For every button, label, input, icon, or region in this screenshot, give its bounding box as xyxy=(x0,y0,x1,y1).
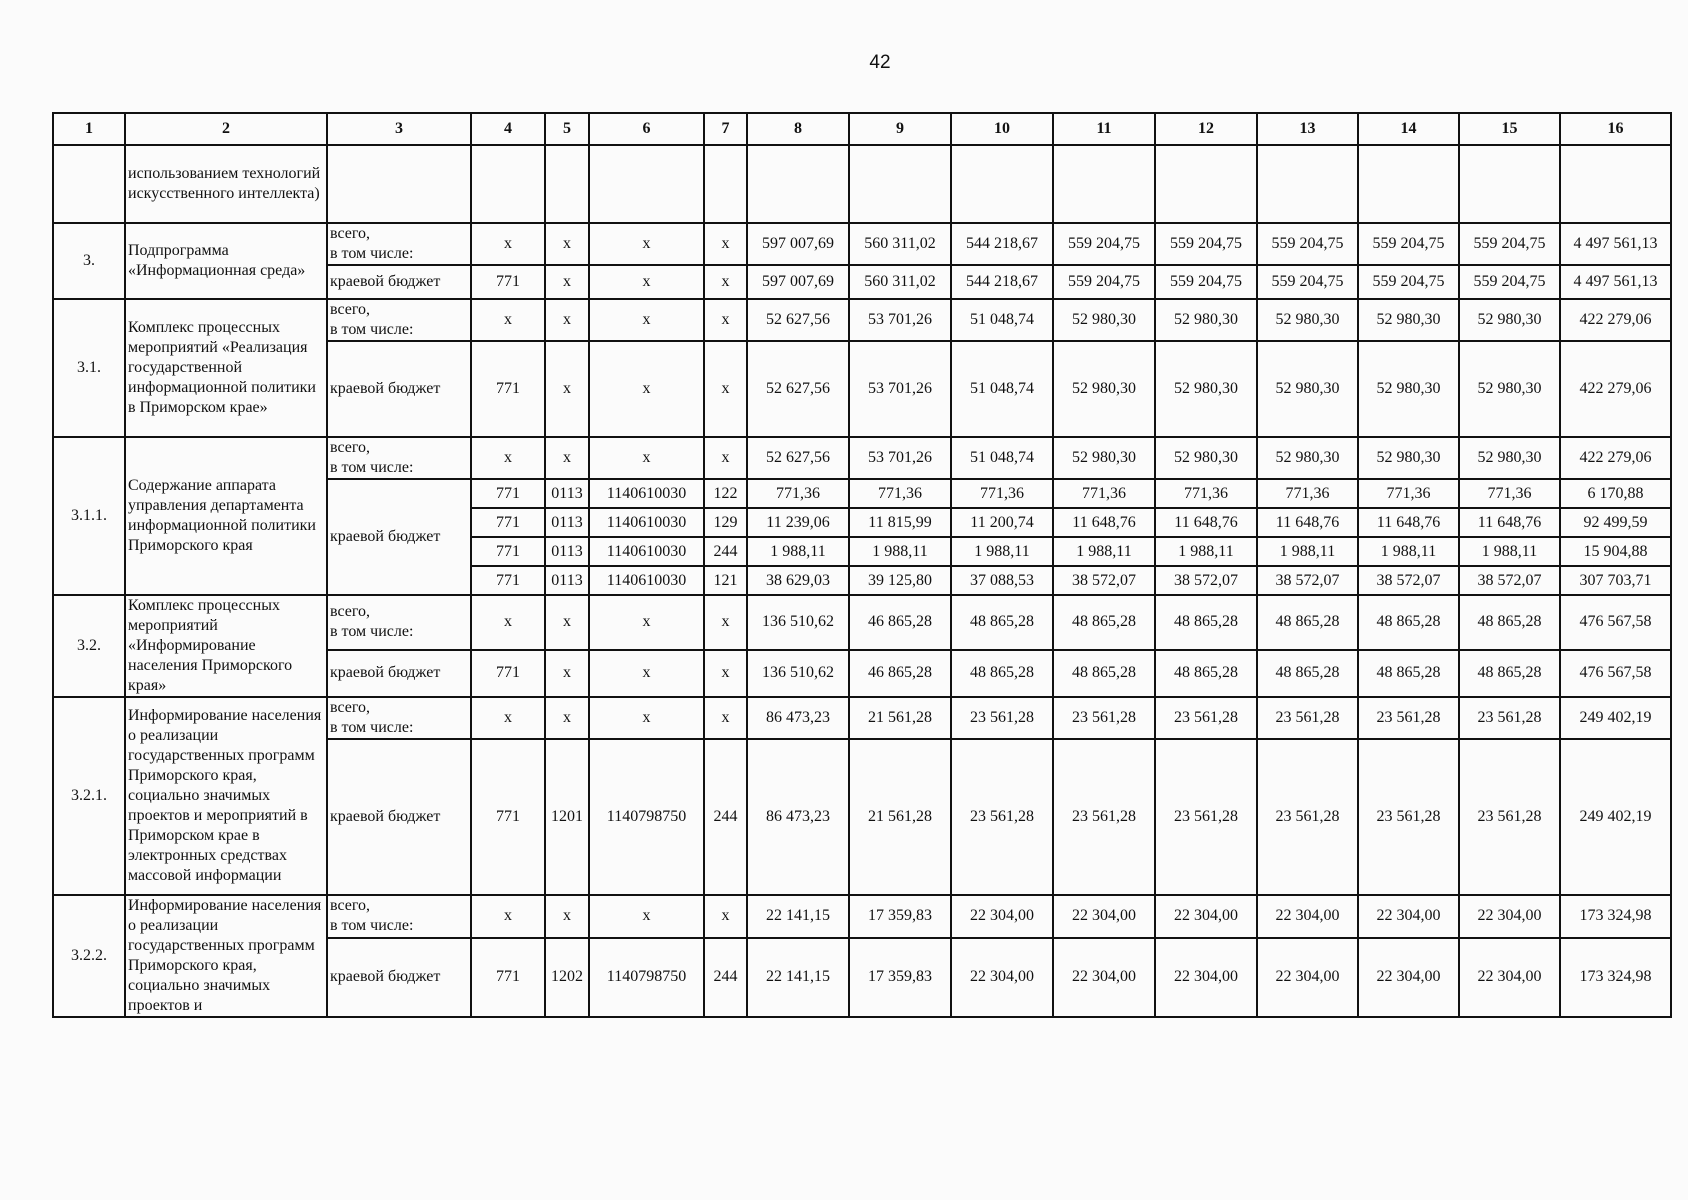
value-cell: 544 218,67 xyxy=(951,265,1053,299)
code-cell: 1140610030 xyxy=(589,479,704,508)
value-cell: 52 627,56 xyxy=(747,437,849,479)
value-cell: 51 048,74 xyxy=(951,299,1053,341)
column-header: 2 xyxy=(125,113,327,145)
code-cell: 771 xyxy=(471,938,545,1017)
value-cell: 249 402,19 xyxy=(1560,697,1671,739)
value-cell: 6 170,88 xyxy=(1560,479,1671,508)
table-row xyxy=(53,697,1671,739)
value-cell: 52 980,30 xyxy=(1358,299,1459,341)
value-cell: 544 218,67 xyxy=(951,223,1053,265)
code-cell: х xyxy=(704,595,747,650)
value-cell: 52 980,30 xyxy=(1053,437,1155,479)
code-cell: х xyxy=(545,895,589,938)
column-header: 7 xyxy=(704,113,747,145)
value-cell: 52 980,30 xyxy=(1358,437,1459,479)
value-cell: 11 648,76 xyxy=(1459,508,1560,537)
code-cell: 0113 xyxy=(545,537,589,566)
value-cell: 771,36 xyxy=(951,479,1053,508)
value-cell: 559 204,75 xyxy=(1053,265,1155,299)
value-cell: 38 572,07 xyxy=(1459,566,1560,595)
value-cell: 597 007,69 xyxy=(747,223,849,265)
column-header: 14 xyxy=(1358,113,1459,145)
value-cell: 52 980,30 xyxy=(1358,341,1459,437)
code-cell: 129 xyxy=(704,508,747,537)
value-cell: 771,36 xyxy=(747,479,849,508)
code-cell: х xyxy=(545,650,589,697)
code-cell: х xyxy=(471,595,545,650)
value-cell: 422 279,06 xyxy=(1560,341,1671,437)
code-cell: х xyxy=(545,697,589,739)
item-number-cell: 3.2. xyxy=(53,595,125,697)
empty-cell xyxy=(1257,145,1358,223)
code-cell: 1140798750 xyxy=(589,739,704,895)
value-cell: 559 204,75 xyxy=(1459,223,1560,265)
value-cell: 48 865,28 xyxy=(1459,650,1560,697)
value-cell: 173 324,98 xyxy=(1560,938,1671,1017)
code-cell: х xyxy=(471,299,545,341)
value-cell: 52 980,30 xyxy=(1257,341,1358,437)
source-cell xyxy=(327,697,471,739)
code-cell: х xyxy=(704,299,747,341)
value-cell: 39 125,80 xyxy=(849,566,951,595)
item-name-cell: Комплекс процессных мероприятий «Реализация государственной информационной политики в Приморском крае» xyxy=(125,299,327,437)
source-sublabel: в том числе: xyxy=(330,623,414,641)
value-cell: 48 865,28 xyxy=(1155,595,1257,650)
value-cell: 11 648,76 xyxy=(1053,508,1155,537)
table-row xyxy=(53,145,1671,223)
value-cell: 4 497 561,13 xyxy=(1560,223,1671,265)
value-cell: 771,36 xyxy=(1155,479,1257,508)
value-cell: 46 865,28 xyxy=(849,650,951,697)
value-cell: 560 311,02 xyxy=(849,223,951,265)
value-cell: 22 304,00 xyxy=(1459,895,1560,938)
column-header: 3 xyxy=(327,113,471,145)
value-cell: 52 980,30 xyxy=(1459,299,1560,341)
value-cell: 22 304,00 xyxy=(1155,895,1257,938)
code-cell: х xyxy=(704,341,747,437)
value-cell: 559 204,75 xyxy=(1257,223,1358,265)
value-cell: 23 561,28 xyxy=(1459,697,1560,739)
value-cell: 559 204,75 xyxy=(1358,223,1459,265)
code-cell: х xyxy=(589,437,704,479)
code-cell: х xyxy=(704,265,747,299)
value-cell: 86 473,23 xyxy=(747,739,849,895)
source-sublabel: в том числе: xyxy=(330,719,414,736)
value-cell: 53 701,26 xyxy=(849,437,951,479)
item-number-cell: 3.1. xyxy=(53,299,125,437)
code-cell: 1140610030 xyxy=(589,508,704,537)
item-number-cell: 3.2.2. xyxy=(53,895,125,1017)
value-cell: 11 648,76 xyxy=(1257,508,1358,537)
value-cell: 48 865,28 xyxy=(1155,650,1257,697)
empty-cell xyxy=(1459,145,1560,223)
column-header: 16 xyxy=(1560,113,1671,145)
empty-cell xyxy=(545,145,589,223)
column-header: 8 xyxy=(747,113,849,145)
value-cell: 92 499,59 xyxy=(1560,508,1671,537)
item-name-cell: Комплекс процессных мероприятий «Информирование населения Приморского края» xyxy=(125,595,327,697)
code-cell: х xyxy=(545,595,589,650)
code-cell: х xyxy=(589,650,704,697)
value-cell: 1 988,11 xyxy=(1053,537,1155,566)
value-cell: 1 988,11 xyxy=(1155,537,1257,566)
value-cell: 559 204,75 xyxy=(1459,265,1560,299)
value-cell: 52 980,30 xyxy=(1155,437,1257,479)
empty-cell xyxy=(1560,145,1671,223)
value-cell: 1 988,11 xyxy=(747,537,849,566)
value-cell: 23 561,28 xyxy=(951,697,1053,739)
value-cell: 771,36 xyxy=(1257,479,1358,508)
value-cell: 1 988,11 xyxy=(1459,537,1560,566)
code-cell: 771 xyxy=(471,650,545,697)
empty-cell xyxy=(1155,145,1257,223)
code-cell: х xyxy=(471,895,545,938)
value-cell: 52 980,30 xyxy=(1459,437,1560,479)
column-header: 6 xyxy=(589,113,704,145)
source-cell xyxy=(327,595,471,650)
value-cell: 771,36 xyxy=(1459,479,1560,508)
value-cell: 249 402,19 xyxy=(1560,739,1671,895)
value-cell: 52 980,30 xyxy=(1053,341,1155,437)
value-cell: 37 088,53 xyxy=(951,566,1053,595)
code-cell: 771 xyxy=(471,341,545,437)
code-cell: 1201 xyxy=(545,739,589,895)
value-cell: 560 311,02 xyxy=(849,265,951,299)
column-header: 12 xyxy=(1155,113,1257,145)
value-cell: 52 980,30 xyxy=(1257,299,1358,341)
code-cell: х xyxy=(545,341,589,437)
code-cell: х xyxy=(589,299,704,341)
value-cell: 4 497 561,13 xyxy=(1560,265,1671,299)
source-label: всего, xyxy=(330,301,371,318)
value-cell: 559 204,75 xyxy=(1155,223,1257,265)
value-cell: 22 304,00 xyxy=(1053,895,1155,938)
code-cell: 771 xyxy=(471,479,545,508)
value-cell: 48 865,28 xyxy=(1358,595,1459,650)
code-cell: 1140798750 xyxy=(589,938,704,1017)
table-row xyxy=(53,895,1671,938)
source-cell xyxy=(327,437,471,479)
value-cell: 476 567,58 xyxy=(1560,595,1671,650)
value-cell: 17 359,83 xyxy=(849,895,951,938)
value-cell: 1 988,11 xyxy=(951,537,1053,566)
table-row xyxy=(53,299,1671,341)
code-cell: 244 xyxy=(704,938,747,1017)
value-cell: 48 865,28 xyxy=(1053,650,1155,697)
value-cell: 559 204,75 xyxy=(1155,265,1257,299)
value-cell: 22 304,00 xyxy=(1257,938,1358,1017)
value-cell: 23 561,28 xyxy=(1155,697,1257,739)
code-cell: 122 xyxy=(704,479,747,508)
code-cell: х xyxy=(704,650,747,697)
empty-cell xyxy=(327,145,471,223)
code-cell: х xyxy=(545,223,589,265)
value-cell: 17 359,83 xyxy=(849,938,951,1017)
code-cell: 244 xyxy=(704,739,747,895)
value-cell: 22 304,00 xyxy=(951,895,1053,938)
value-cell: 597 007,69 xyxy=(747,265,849,299)
value-cell: 771,36 xyxy=(1053,479,1155,508)
value-cell: 52 980,30 xyxy=(1459,341,1560,437)
code-cell: х xyxy=(704,437,747,479)
code-cell: х xyxy=(589,223,704,265)
code-cell: 0113 xyxy=(545,479,589,508)
value-cell: 23 561,28 xyxy=(1459,739,1560,895)
column-header: 1 xyxy=(53,113,125,145)
value-cell: 559 204,75 xyxy=(1257,265,1358,299)
code-cell: 771 xyxy=(471,739,545,895)
item-name-cell: использованием технологий искусственного интеллекта) xyxy=(125,145,327,223)
value-cell: 53 701,26 xyxy=(849,341,951,437)
code-cell: х xyxy=(471,697,545,739)
value-cell: 23 561,28 xyxy=(1358,739,1459,895)
value-cell: 23 561,28 xyxy=(1257,739,1358,895)
value-cell: 22 304,00 xyxy=(1358,895,1459,938)
item-name-cell: Информирование населения о реализации государственных программ Приморского края, социально значимых проектов и мероприятий в Приморском крае в электронных средствах массовой информации xyxy=(125,697,327,895)
value-cell: 11 648,76 xyxy=(1358,508,1459,537)
value-cell: 11 200,74 xyxy=(951,508,1053,537)
value-cell: 22 304,00 xyxy=(1358,938,1459,1017)
source-cell xyxy=(327,895,471,938)
empty-cell xyxy=(1358,145,1459,223)
value-cell: 136 510,62 xyxy=(747,650,849,697)
value-cell: 38 572,07 xyxy=(1053,566,1155,595)
code-cell: х xyxy=(545,265,589,299)
empty-cell xyxy=(747,145,849,223)
code-cell: х xyxy=(471,437,545,479)
value-cell: 23 561,28 xyxy=(1053,739,1155,895)
code-cell: х xyxy=(589,595,704,650)
code-cell: х xyxy=(545,299,589,341)
value-cell: 23 561,28 xyxy=(951,739,1053,895)
value-cell: 307 703,71 xyxy=(1560,566,1671,595)
value-cell: 53 701,26 xyxy=(849,299,951,341)
source-label: всего, xyxy=(330,699,371,716)
code-cell: х xyxy=(589,697,704,739)
value-cell: 86 473,23 xyxy=(747,697,849,739)
value-cell: 1 988,11 xyxy=(1257,537,1358,566)
table-row xyxy=(53,595,1671,650)
code-cell: 0113 xyxy=(545,508,589,537)
source-cell xyxy=(327,299,471,341)
value-cell: 1 988,11 xyxy=(1358,537,1459,566)
value-cell: 422 279,06 xyxy=(1560,437,1671,479)
source-label: всего, xyxy=(330,225,371,242)
code-cell: х xyxy=(704,895,747,938)
column-header: 13 xyxy=(1257,113,1358,145)
code-cell: 1140610030 xyxy=(589,537,704,566)
value-cell: 22 304,00 xyxy=(1155,938,1257,1017)
column-header: 10 xyxy=(951,113,1053,145)
value-cell: 48 865,28 xyxy=(1358,650,1459,697)
value-cell: 38 629,03 xyxy=(747,566,849,595)
value-cell: 46 865,28 xyxy=(849,595,951,650)
item-number-cell: 3.2.1. xyxy=(53,697,125,895)
value-cell: 48 865,28 xyxy=(951,595,1053,650)
value-cell: 52 980,30 xyxy=(1053,299,1155,341)
value-cell: 22 141,15 xyxy=(747,895,849,938)
value-cell: 52 627,56 xyxy=(747,341,849,437)
value-cell: 38 572,07 xyxy=(1155,566,1257,595)
value-cell: 23 561,28 xyxy=(1257,697,1358,739)
source-sublabel: в том числе: xyxy=(330,459,414,476)
value-cell: 559 204,75 xyxy=(1358,265,1459,299)
source-cell xyxy=(327,223,471,265)
source-label: всего, xyxy=(330,897,371,915)
value-cell: 1 988,11 xyxy=(849,537,951,566)
table-row xyxy=(53,437,1671,479)
value-cell: 48 865,28 xyxy=(951,650,1053,697)
value-cell: 15 904,88 xyxy=(1560,537,1671,566)
code-cell: 121 xyxy=(704,566,747,595)
source-sublabel: в том числе: xyxy=(330,321,414,338)
value-cell: 51 048,74 xyxy=(951,437,1053,479)
value-cell: 23 561,28 xyxy=(1358,697,1459,739)
value-cell: 48 865,28 xyxy=(1257,595,1358,650)
code-cell: х xyxy=(471,223,545,265)
value-cell: 11 815,99 xyxy=(849,508,951,537)
value-cell: 22 304,00 xyxy=(1053,938,1155,1017)
source-cell: краевой бюджет xyxy=(327,341,471,437)
budget-table xyxy=(52,112,1672,1018)
item-number-cell: 3.1.1. xyxy=(53,437,125,595)
source-cell: краевой бюджет xyxy=(327,650,471,697)
code-cell: 0113 xyxy=(545,566,589,595)
value-cell: 11 239,06 xyxy=(747,508,849,537)
value-cell: 48 865,28 xyxy=(1257,650,1358,697)
code-cell: 771 xyxy=(471,265,545,299)
source-sublabel: в том числе: xyxy=(330,245,414,262)
column-header: 9 xyxy=(849,113,951,145)
value-cell: 22 141,15 xyxy=(747,938,849,1017)
code-cell: 244 xyxy=(704,537,747,566)
value-cell: 51 048,74 xyxy=(951,341,1053,437)
value-cell: 38 572,07 xyxy=(1257,566,1358,595)
column-header: 11 xyxy=(1053,113,1155,145)
table-row xyxy=(53,223,1671,265)
value-cell: 23 561,28 xyxy=(1053,697,1155,739)
item-name-cell: Подпрограмма «Информационная среда» xyxy=(125,223,327,299)
value-cell: 52 980,30 xyxy=(1155,299,1257,341)
item-number-cell: 3. xyxy=(53,223,125,299)
value-cell: 422 279,06 xyxy=(1560,299,1671,341)
value-cell: 21 561,28 xyxy=(849,739,951,895)
value-cell: 52 980,30 xyxy=(1257,437,1358,479)
code-cell: х xyxy=(589,341,704,437)
value-cell: 52 980,30 xyxy=(1155,341,1257,437)
source-label: всего, xyxy=(330,603,371,621)
column-header: 4 xyxy=(471,113,545,145)
value-cell: 52 627,56 xyxy=(747,299,849,341)
code-cell: х xyxy=(589,895,704,938)
empty-cell xyxy=(951,145,1053,223)
value-cell: 22 304,00 xyxy=(1257,895,1358,938)
code-cell: 1202 xyxy=(545,938,589,1017)
code-cell: х xyxy=(704,697,747,739)
column-header: 5 xyxy=(545,113,589,145)
number-cell xyxy=(53,145,125,223)
value-cell: 173 324,98 xyxy=(1560,895,1671,938)
empty-cell xyxy=(849,145,951,223)
code-cell: 771 xyxy=(471,508,545,537)
code-cell: х xyxy=(545,437,589,479)
value-cell: 559 204,75 xyxy=(1053,223,1155,265)
value-cell: 21 561,28 xyxy=(849,697,951,739)
source-cell: краевой бюджет xyxy=(327,739,471,895)
empty-cell xyxy=(704,145,747,223)
code-cell: 1140610030 xyxy=(589,566,704,595)
value-cell: 11 648,76 xyxy=(1155,508,1257,537)
value-cell: 771,36 xyxy=(849,479,951,508)
item-name-cell: Информирование населения о реализации государственных программ Приморского края, социально значимых проектов и xyxy=(125,895,327,1017)
empty-cell xyxy=(1053,145,1155,223)
value-cell: 48 865,28 xyxy=(1053,595,1155,650)
empty-cell xyxy=(589,145,704,223)
value-cell: 22 304,00 xyxy=(951,938,1053,1017)
value-cell: 22 304,00 xyxy=(1459,938,1560,1017)
code-cell: х xyxy=(704,223,747,265)
source-cell: краевой бюджет xyxy=(327,265,471,299)
value-cell: 23 561,28 xyxy=(1155,739,1257,895)
source-cell: краевой бюджет xyxy=(327,479,471,595)
code-cell: 771 xyxy=(471,566,545,595)
column-header: 15 xyxy=(1459,113,1560,145)
source-sublabel: в том числе: xyxy=(330,917,414,935)
item-name-cell: Содержание аппарата управления департамента информационной политики Приморского края xyxy=(125,437,327,595)
source-cell: краевой бюджет xyxy=(327,938,471,1017)
empty-cell xyxy=(471,145,545,223)
header-row xyxy=(53,113,1671,145)
code-cell: 771 xyxy=(471,537,545,566)
code-cell: х xyxy=(589,265,704,299)
value-cell: 48 865,28 xyxy=(1459,595,1560,650)
value-cell: 476 567,58 xyxy=(1560,650,1671,697)
source-label: всего, xyxy=(330,439,371,456)
page-number: 42 xyxy=(869,52,891,73)
value-cell: 38 572,07 xyxy=(1358,566,1459,595)
value-cell: 136 510,62 xyxy=(747,595,849,650)
value-cell: 771,36 xyxy=(1358,479,1459,508)
